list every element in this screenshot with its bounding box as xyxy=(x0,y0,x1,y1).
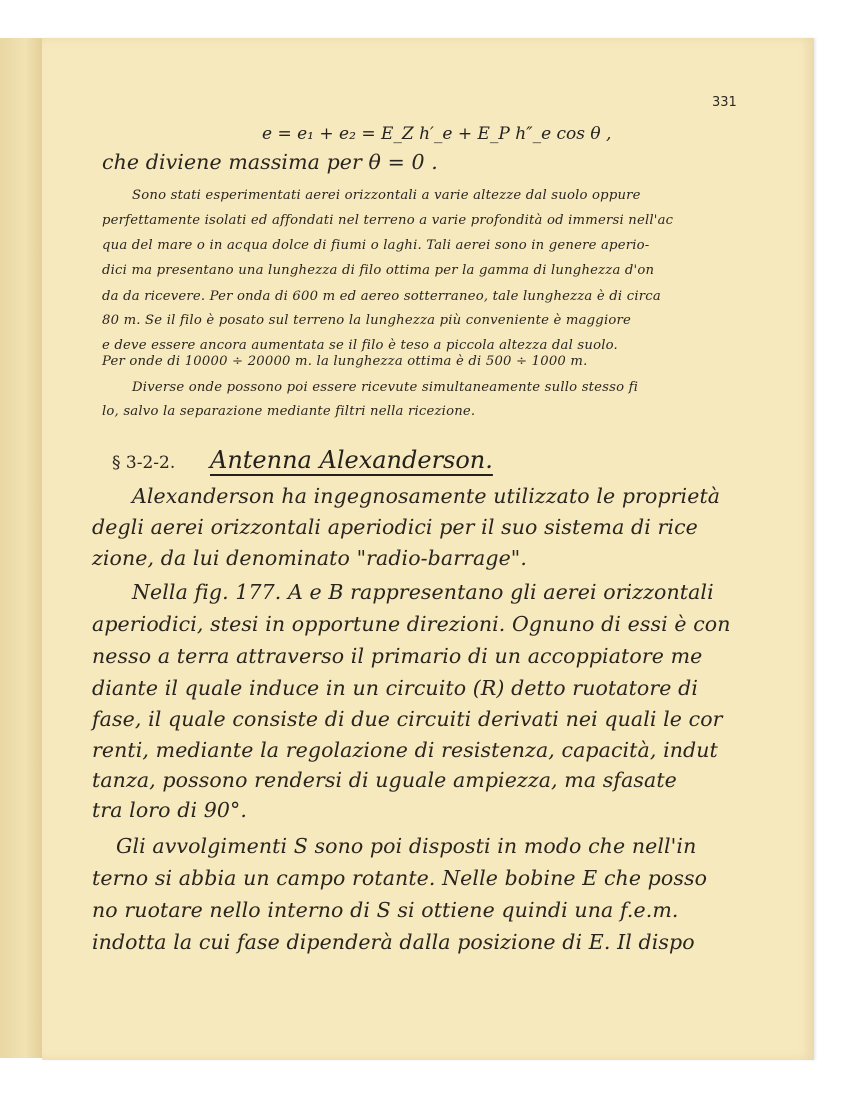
section-number: § 3-2-2. xyxy=(112,453,176,473)
body-text-line: diante il quale induce in un circuito (R) detto ruotatore di xyxy=(92,676,699,700)
body-text-line: zione, da lui denominato "radio-barrage". xyxy=(92,546,527,570)
section-title: Antenna Alexanderson. xyxy=(210,446,493,474)
intro-line: che diviene massima per θ = 0 . xyxy=(102,150,438,174)
binding-spine xyxy=(0,38,43,1058)
small-text-line: da da ricevere. Per onda di 600 m ed aereo sotterraneo, tale lunghezza è di circa xyxy=(102,289,661,304)
small-text-line: Diverse onde possono poi essere ricevute simultaneamente sullo stesso fi xyxy=(132,380,639,395)
body-text-line: Alexanderson ha ingegnosamente utilizzato le proprietà xyxy=(132,484,721,508)
small-text-line: dici ma presentano una lunghezza di filo ottima per la gamma di lunghezza d'on xyxy=(102,263,655,278)
body-text-line: tra loro di 90°. xyxy=(92,798,247,822)
formula: e = e₁ + e₂ = E_Z h′_e + E_P h″_e cos θ , xyxy=(262,124,612,144)
small-text-line: e deve essere ancora aumentata se il filo è teso a piccola altezza dal suolo. xyxy=(102,338,618,353)
body-text-line: degli aerei orizzontali aperiodici per il suo sistema di rice xyxy=(92,515,698,539)
body-text-line: Gli avvolgimenti S sono poi disposti in modo che nell'in xyxy=(116,834,697,858)
small-text-line: 80 m. Se il filo è posato sul terreno la lunghezza più conveniente è maggiore xyxy=(102,313,632,328)
small-text-line: perfettamente isolati ed affondati nel terreno a varie profondità od immersi nell'ac xyxy=(102,213,674,228)
body-text-line: aperiodici, stesi in opportune direzioni. Ognuno di essi è con xyxy=(92,612,731,636)
small-text-line: qua del mare o in acqua dolce di fiumi o laghi. Tali aerei sono in genere aperio- xyxy=(102,238,650,253)
body-text-line: Nella fig. 177. A e B rappresentano gli aerei orizzontali xyxy=(132,580,714,604)
small-text-line: Sono stati esperimentati aerei orizzontali a varie altezze dal suolo oppure xyxy=(132,188,641,203)
body-text-line: no ruotare nello interno di S si ottiene quindi una f.e.m. xyxy=(92,898,679,922)
small-text-line: lo, salvo la separazione mediante filtri nella ricezione. xyxy=(102,404,476,419)
small-text-line: Per onde di 10000 ÷ 20000 m. la lunghezza ottima è di 500 ÷ 1000 m. xyxy=(102,354,588,369)
body-text-line: indotta la cui fase dipenderà dalla posizione di E. Il dispo xyxy=(92,930,695,954)
body-text-line: terno si abbia un campo rotante. Nelle bobine E che posso xyxy=(92,866,708,890)
body-text-line: nesso a terra attraverso il primario di un accoppiatore me xyxy=(92,644,703,668)
page-number: 331 xyxy=(712,95,737,110)
body-text-line: renti, mediante la regolazione di resistenza, capacità, indut xyxy=(92,738,718,762)
body-text-line: tanza, possono rendersi di uguale ampiezza, ma sfasate xyxy=(92,768,677,792)
body-text-line: fase, il quale consiste di due circuiti derivati nei quali le cor xyxy=(92,707,723,731)
